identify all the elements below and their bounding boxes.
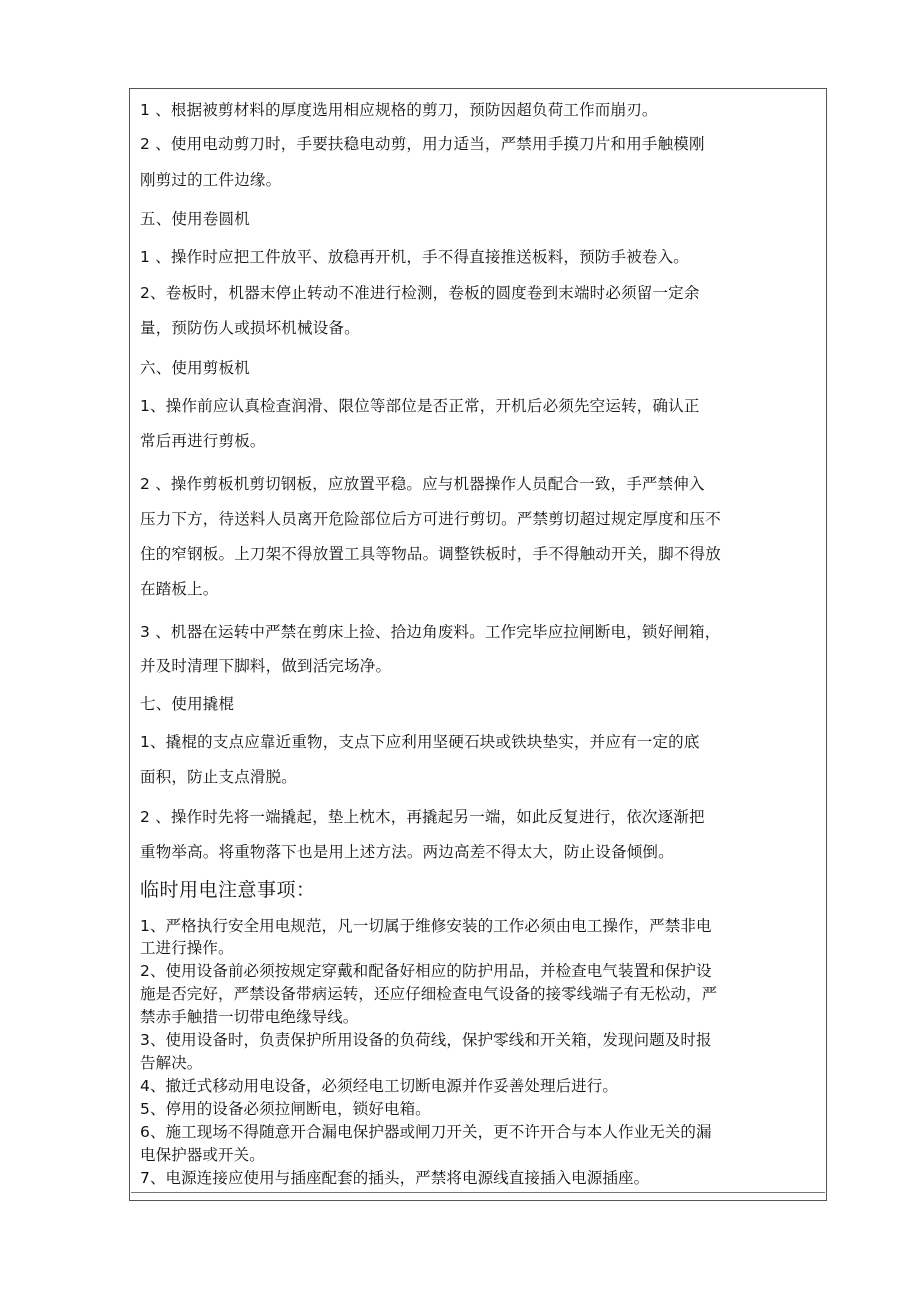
section-5-title: 五、使用卷圆机 (140, 210, 250, 228)
electric-rule-2-line-1: 2、使用设备前必须按规定穿戴和配备好相应的防护用品，并检查电气装置和保护设 (140, 962, 712, 980)
section-5-item-1: 1 、操作时应把工件放平、放稳再开机，手不得直接推送板料，预防手被卷入。 (140, 248, 689, 266)
section-6-item-2-line-2: 压力下方，待送料人员离开危险部位后方可进行剪切。严禁剪切超过规定厚度和压不 (140, 510, 721, 528)
document-frame (129, 88, 827, 1201)
section-7-item-1-line-1: 1、撬棍的支点应靠近重物，支点下应利用坚硬石块或铁块垫实，并应有一定的底 (140, 733, 700, 751)
shears-item-2-line-2: 刚剪过的工件边缘。 (140, 171, 282, 189)
section-6-item-2-line-4: 在踏板上。 (140, 580, 219, 598)
electric-section-title: 临时用电注意事项： (140, 879, 316, 901)
table-bottom-divider (131, 1192, 825, 1200)
electric-rule-1-line-2: 工进行操作。 (140, 939, 234, 957)
electric-rule-2-line-2: 施是否完好，严禁设备带病运转，还应仔细检查电气设备的接零线端子有无松动，严 (140, 985, 718, 1003)
electric-rule-4: 4、撤迁式移动用电设备，必须经电工切断电源并作妥善处理后进行。 (140, 1077, 618, 1095)
electric-rule-3-line-1: 3、使用设备时，负责保护所用设备的负荷线，保护零线和开关箱，发现问题及时报 (140, 1031, 712, 1049)
shears-item-2-line-1: 2 、使用电动剪刀时，手要扶稳电动剪，用力适当，严禁用手摸刀片和用手触模刚 (140, 135, 705, 153)
shears-item-1: 1 、根据被剪材料的厚度选用相应规格的剪刀，预防因超负荷工作而崩刃。 (140, 101, 658, 119)
section-6-item-2-line-1: 2 、操作剪板机剪切钢板，应放置平稳。应与机器操作人员配合一致，手严禁伸入 (140, 475, 705, 493)
section-6-item-2-line-3: 住的窄钢板。上刀架不得放置工具等物品。调整铁板时，手不得触动开关，脚不得放 (140, 545, 721, 563)
electric-rule-2-line-3: 禁赤手触措一切带电绝缘导线。 (140, 1008, 359, 1026)
section-7-item-1-line-2: 面积，防止支点滑脱。 (140, 768, 298, 786)
section-5-item-2-line-1: 2、卷板时，机器末停止转动不准进行检测，卷板的圆度卷到末端时必须留一定余 (140, 284, 700, 302)
section-7-item-2-line-2: 重物举高。将重物落下也是用上述方法。两边高差不得太大，防止设备倾倒。 (140, 843, 674, 861)
electric-rule-3-line-2: 告解决。 (140, 1054, 203, 1072)
section-6-item-1-line-1: 1、操作前应认真检查润滑、限位等部位是否正常，开机后必须先空运转，确认正 (140, 397, 700, 415)
section-6-item-3-line-1: 3 、机器在运转中严禁在剪床上捡、拾边角废料。工作完毕应拉闸断电，锁好闸箱， (140, 623, 721, 641)
section-6-item-3-line-2: 并及时清理下脚料，做到活完场净。 (140, 657, 392, 675)
section-7-item-2-line-1: 2 、操作时先将一端撬起，垫上枕木，再撬起另一端，如此反复进行，依次逐渐把 (140, 808, 705, 826)
section-6-item-1-line-2: 常后再进行剪板。 (140, 432, 266, 450)
electric-rule-1-line-1: 1、严格执行安全用电规范，凡一切属于维修安装的工作必须由电工操作，严禁非电 (140, 917, 712, 935)
electric-rule-6-line-2: 电保护器或开关。 (140, 1146, 265, 1164)
electric-rule-6-line-1: 6、施工现场不得随意开合漏电保护器或闸刀开关，更不许开合与本人作业无关的漏 (140, 1123, 712, 1141)
section-5-item-2-line-2: 量，预防伤人或损坏机械设备。 (140, 319, 360, 337)
section-7-title: 七、使用撬棍 (140, 695, 235, 713)
electric-rule-5: 5、停用的设备必须拉闸断电，锁好电箱。 (140, 1100, 431, 1118)
section-6-title: 六、使用剪板机 (140, 359, 250, 377)
electric-rule-7: 7、电源连接应使用与插座配套的插头，严禁将电源线直接插入电源插座。 (140, 1169, 650, 1187)
